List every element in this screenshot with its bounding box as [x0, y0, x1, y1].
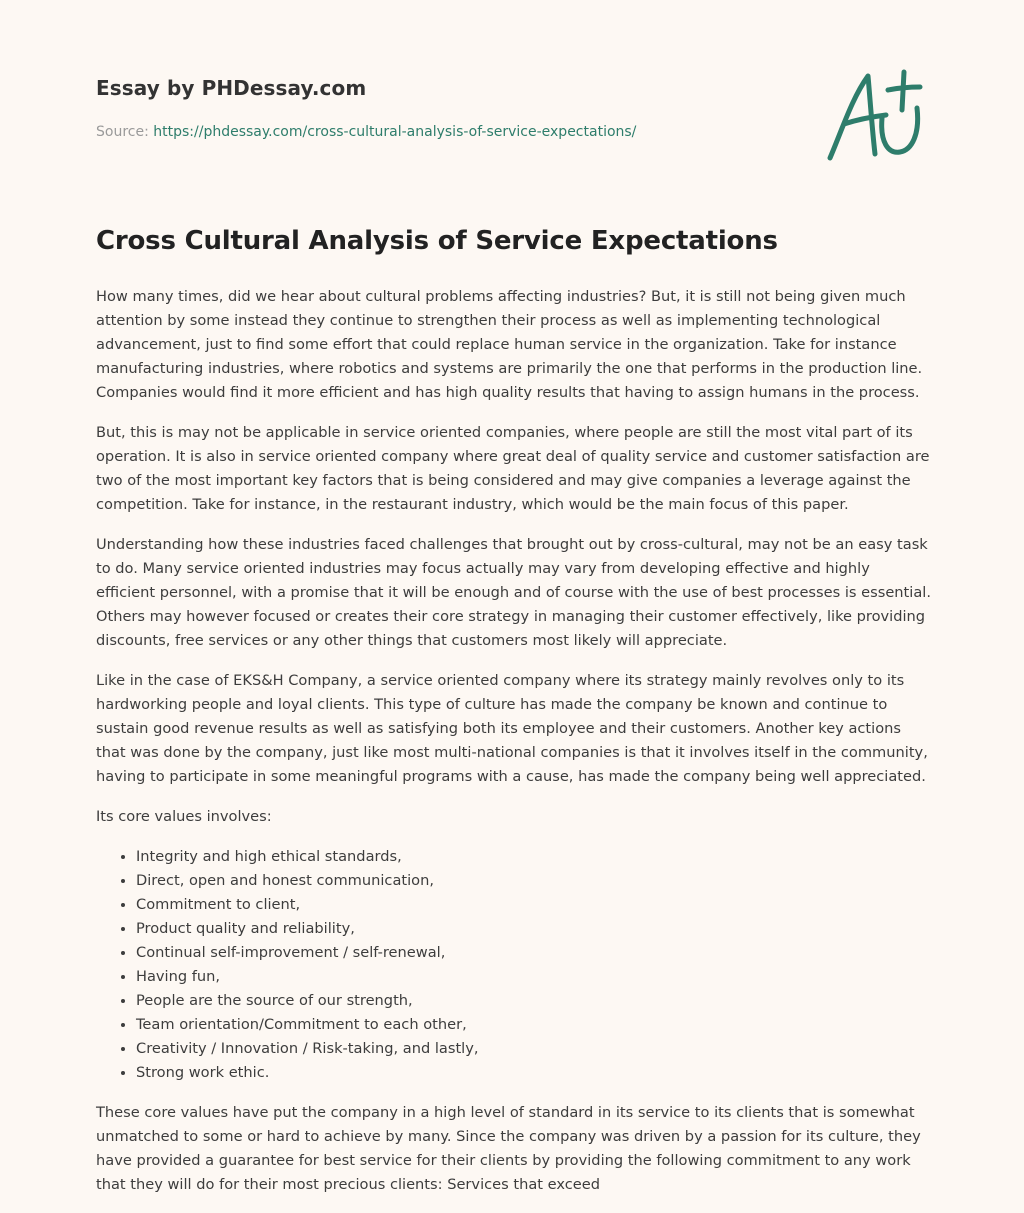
paragraph: Understanding how these industries faced challenges that brought out by cross-cultural, may not be an easy task to do. Many service oriented industries may focus actually may vary from developing effective and highly efficient personnel, with a promise that it will be enough and of course with the use of best processes is essential. Others may however focused or creates their core strategy in managing their customer effectively, like providing discounts, free services or any other things that customers most likely will appreciate.: [96, 536, 931, 649]
list-item: • Direct, open and honest communication,: [136, 869, 932, 893]
core-values-intro: Its core values involves:: [96, 808, 272, 825]
source-line: [96, 124, 636, 140]
list-item: • Creativity / Innovation / Risk-taking, and lastly,: [136, 1037, 932, 1061]
list-item: • Continual self-improvement / self-renewal,: [136, 941, 932, 965]
source-label: Source:: [96, 124, 149, 140]
a-plus-logo-icon: [822, 68, 926, 164]
list-item: • Commitment to client,: [136, 893, 932, 917]
essay-title: Cross Cultural Analysis of Service Expectations: [96, 226, 778, 256]
site-brand: Essay by PHDessay.com: [96, 76, 367, 100]
paragraph: But, this is may not be applicable in service oriented companies, where people are still the most vital part of its operation. It is also in service oriented company where great deal of quality service and customer satisfaction are two of the most important key factors that is being considered and may give companies a leverage against the competition. Take for instance, in the restaurant industry, which would be the main focus of this paper.: [96, 424, 930, 513]
list-item: • Team orientation/Commitment to each other,: [136, 1013, 932, 1037]
list-item: • People are the source of our strength,: [136, 989, 932, 1013]
paragraph: Like in the case of EKS&H Company, a service oriented company where its strategy mainly revolves only to its hardworking people and loyal clients. This type of culture has made the company be known and continue to sustain good revenue results as well as satisfying both its employee and their customers. Another key actions that was done by the company, just like most multi-national companies is that it involves itself in the community, having to participate in some meaningful programs with a cause, has made the company being well appreciated.: [96, 672, 928, 785]
list-item: • Integrity and high ethical standards,: [136, 845, 932, 869]
source-link[interactable]: https://phdessay.com/cross-cultural-analysis-of-service-expectations/: [153, 124, 637, 140]
paragraph: These core values have put the company in a high level of standard in its service to its clients that is somewhat unmatched to some or hard to achieve by many. Since the company was driven by a passion for its culture, they have provided a guarantee for best service for their clients by providing the following commitment to any work that they will do for their most precious clients: Services that exceed: [96, 1104, 921, 1193]
paragraph: How many times, did we hear about cultural problems affecting industries? But, it is still not being given much attention by some instead they continue to strengthen their process as well as implementing technological advancement, just to find some effort that could replace human service in the organization. Take for instance manufacturing industries, where robotics and systems are primarily the one that performs in the production line. Companies would find it more efficient and has high quality results that having to assign humans in the process.: [96, 288, 923, 401]
essay-body: [96, 285, 932, 1213]
list-item: • Having fun,: [136, 965, 932, 989]
list-item: • Strong work ethic.: [136, 1061, 932, 1085]
core-values-list: [96, 845, 932, 1085]
list-item: • Product quality and reliability,: [136, 917, 932, 941]
